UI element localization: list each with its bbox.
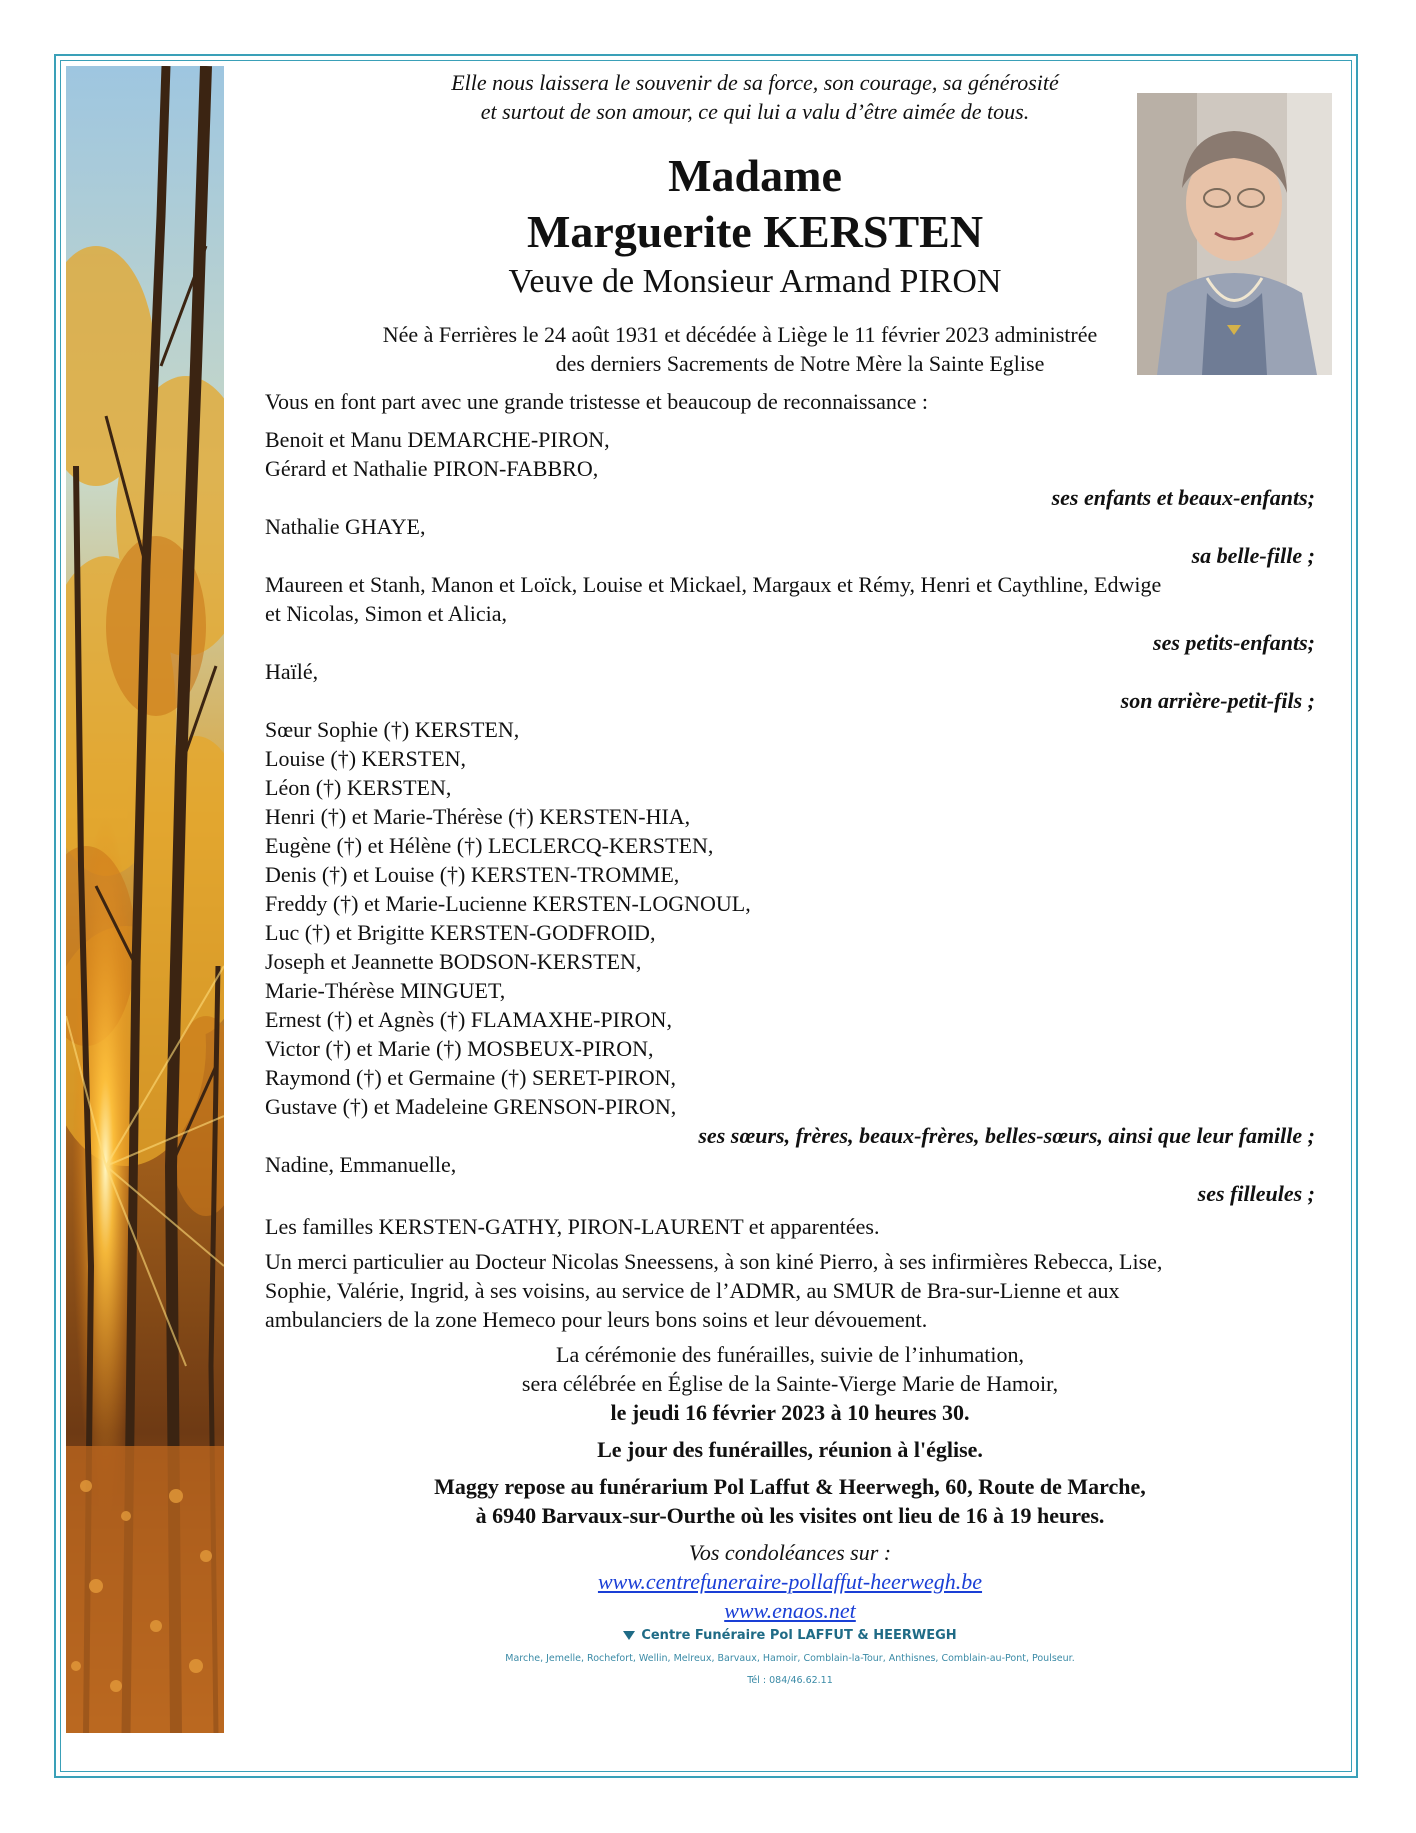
sibling-line: Freddy (†) et Marie-Lucienne KERSTEN-LOGNOUL, — [265, 891, 751, 916]
triangle-down-icon — [623, 1631, 635, 1640]
sibling-line: Raymond (†) et Germaine (†) SERET-PIRON, — [265, 1065, 677, 1090]
family-line: Gérard et Nathalie PIRON-FABBRO, — [265, 456, 599, 481]
relation-label: ses sœurs, frères, beaux-frères, belles-sœurs, ainsi que leur famille ; — [698, 1123, 1315, 1148]
condolences-label: Vos condoléances sur : — [688, 1540, 892, 1565]
enaos-link[interactable]: www.enaos.net — [724, 1598, 856, 1623]
born-line-1: Née à Ferrières le 24 août 1931 et décédée à Liège le 11 février 2023 administrée — [382, 322, 1098, 347]
sibling-line: Eugène (†) et Hélène (†) LECLERCQ-KERSTEN, — [265, 833, 714, 858]
thanks-line: Un merci particulier au Docteur Nicolas Sneessens, à son kiné Pierro, à ses infirmières Rebecca, Lise, — [265, 1249, 1163, 1274]
opening-quote — [265, 68, 1315, 126]
sibling-line: Joseph et Jeannette BODSON-KERSTEN, — [265, 949, 642, 974]
obituary-content — [265, 66, 1315, 1689]
meeting-info: Le jour des funérailles, réunion à l'église. — [597, 1437, 983, 1462]
ceremony-line: sera célébrée en Église de la Sainte-Vierge Marie de Hamoir, — [521, 1371, 1059, 1396]
sibling-line: Louise (†) KERSTEN, — [265, 746, 467, 771]
relation-label: sa belle-fille ; — [1191, 543, 1315, 568]
footer-brand — [265, 1627, 1315, 1645]
family-line: Nadine, Emmanuelle, — [265, 1152, 457, 1177]
ceremony-line: La cérémonie des funérailles, suivie de l’inhumation, — [556, 1342, 1024, 1367]
family-line: Maureen et Stanh, Manon et Loïck, Louise et Mickael, Margaux et Rémy, Henri et Caythline, Edwige — [265, 572, 1162, 597]
relation-label: ses enfants et beaux-enfants; — [1051, 485, 1315, 510]
sibling-line: Luc (†) et Brigitte KERSTEN-GODFROID, — [265, 920, 656, 945]
families-line: Les familles KERSTEN-GATHY, PIRON-LAURENT et apparentées. — [265, 1214, 880, 1239]
intro-text: Vous en font part avec une grande tristesse et beaucoup de reconnaissance : — [265, 389, 929, 414]
sibling-line: Ernest (†) et Agnès (†) FLAMAXHE-PIRON, — [265, 1007, 672, 1032]
footer-locations: Marche, Jemelle, Rochefort, Wellin, Melreux, Barvaux, Hamoir, Comblain-la-Tour, Anthisnes, Comblain-au-Pont, Poulseur. — [505, 1653, 1075, 1664]
born-line-2: des derniers Sacrements de Notre Mère la Sainte Eglise — [555, 351, 1045, 376]
visit-line: à 6940 Barvaux-sur-Ourthe où les visites ont lieu de 16 à 19 heures. — [475, 1503, 1105, 1528]
deceased-name — [265, 148, 1315, 260]
title-fullname: Marguerite KERSTEN — [526, 206, 984, 257]
thanks-paragraph — [265, 1247, 1315, 1334]
footer-brand-name: Centre Funéraire Pol LAFFUT & HEERWEGH — [641, 1628, 957, 1643]
family-children — [265, 425, 1315, 715]
widow-line: Veuve de Monsieur Armand PIRON — [508, 263, 1002, 300]
condolences — [265, 1538, 1315, 1625]
footer — [265, 1627, 1315, 1689]
family-line: Benoit et Manu DEMARCHE-PIRON, — [265, 427, 610, 452]
relation-label: ses filleules ; — [1197, 1181, 1315, 1206]
family-line: Haïlé, — [265, 659, 319, 684]
quote-line-1: Elle nous laissera le souvenir de sa force, son courage, sa générosité — [451, 70, 1059, 95]
family-line: Nathalie GHAYE, — [265, 514, 426, 539]
birth-death-info — [265, 320, 1315, 378]
sibling-line: Léon (†) KERSTEN, — [265, 775, 452, 800]
sibling-line: Marie-Thérèse MINGUET, — [265, 978, 506, 1003]
family-siblings — [265, 715, 1315, 1208]
footer-phone: Tél : 084/46.62.11 — [747, 1675, 833, 1686]
title-madame: Madame — [668, 150, 842, 201]
sibling-line: Victor (†) et Marie (†) MOSBEUX-PIRON, — [265, 1036, 654, 1061]
ceremony-info — [265, 1340, 1315, 1427]
sibling-line: Denis (†) et Louise (†) KERSTEN-TROMME, — [265, 862, 680, 887]
autumn-forest-image — [66, 66, 224, 1733]
relation-label: ses petits-enfants; — [1153, 630, 1315, 655]
sibling-line: Henri (†) et Marie-Thérèse (†) KERSTEN-HIA, — [265, 804, 691, 829]
thanks-line: Sophie, Valérie, Ingrid, à ses voisins, au service de l’ADMR, au SMUR de Bra-sur-Lienne et aux — [265, 1278, 1120, 1303]
relation-label: son arrière-petit-fils ; — [1120, 688, 1315, 713]
sibling-line: Sœur Sophie (†) KERSTEN, — [265, 717, 520, 742]
family-line: et Nicolas, Simon et Alicia, — [265, 601, 507, 626]
ceremony-date: le jeudi 16 février 2023 à 10 heures 30. — [610, 1400, 970, 1425]
sibling-line: Gustave (†) et Madeleine GRENSON-PIRON, — [265, 1094, 677, 1119]
thanks-line: ambulanciers de la zone Hemeco pour leurs bons soins et leur dévouement. — [265, 1307, 928, 1332]
funeral-center-link[interactable]: www.centrefuneraire-pollaffut-heerwegh.be — [597, 1569, 983, 1594]
visit-line: Maggy repose au funérarium Pol Laffut & Heerwegh, 60, Route de Marche, — [434, 1474, 1146, 1499]
quote-line-2: et surtout de son amour, ce qui lui a valu d’être aimée de tous. — [480, 99, 1030, 124]
visit-info — [265, 1472, 1315, 1530]
